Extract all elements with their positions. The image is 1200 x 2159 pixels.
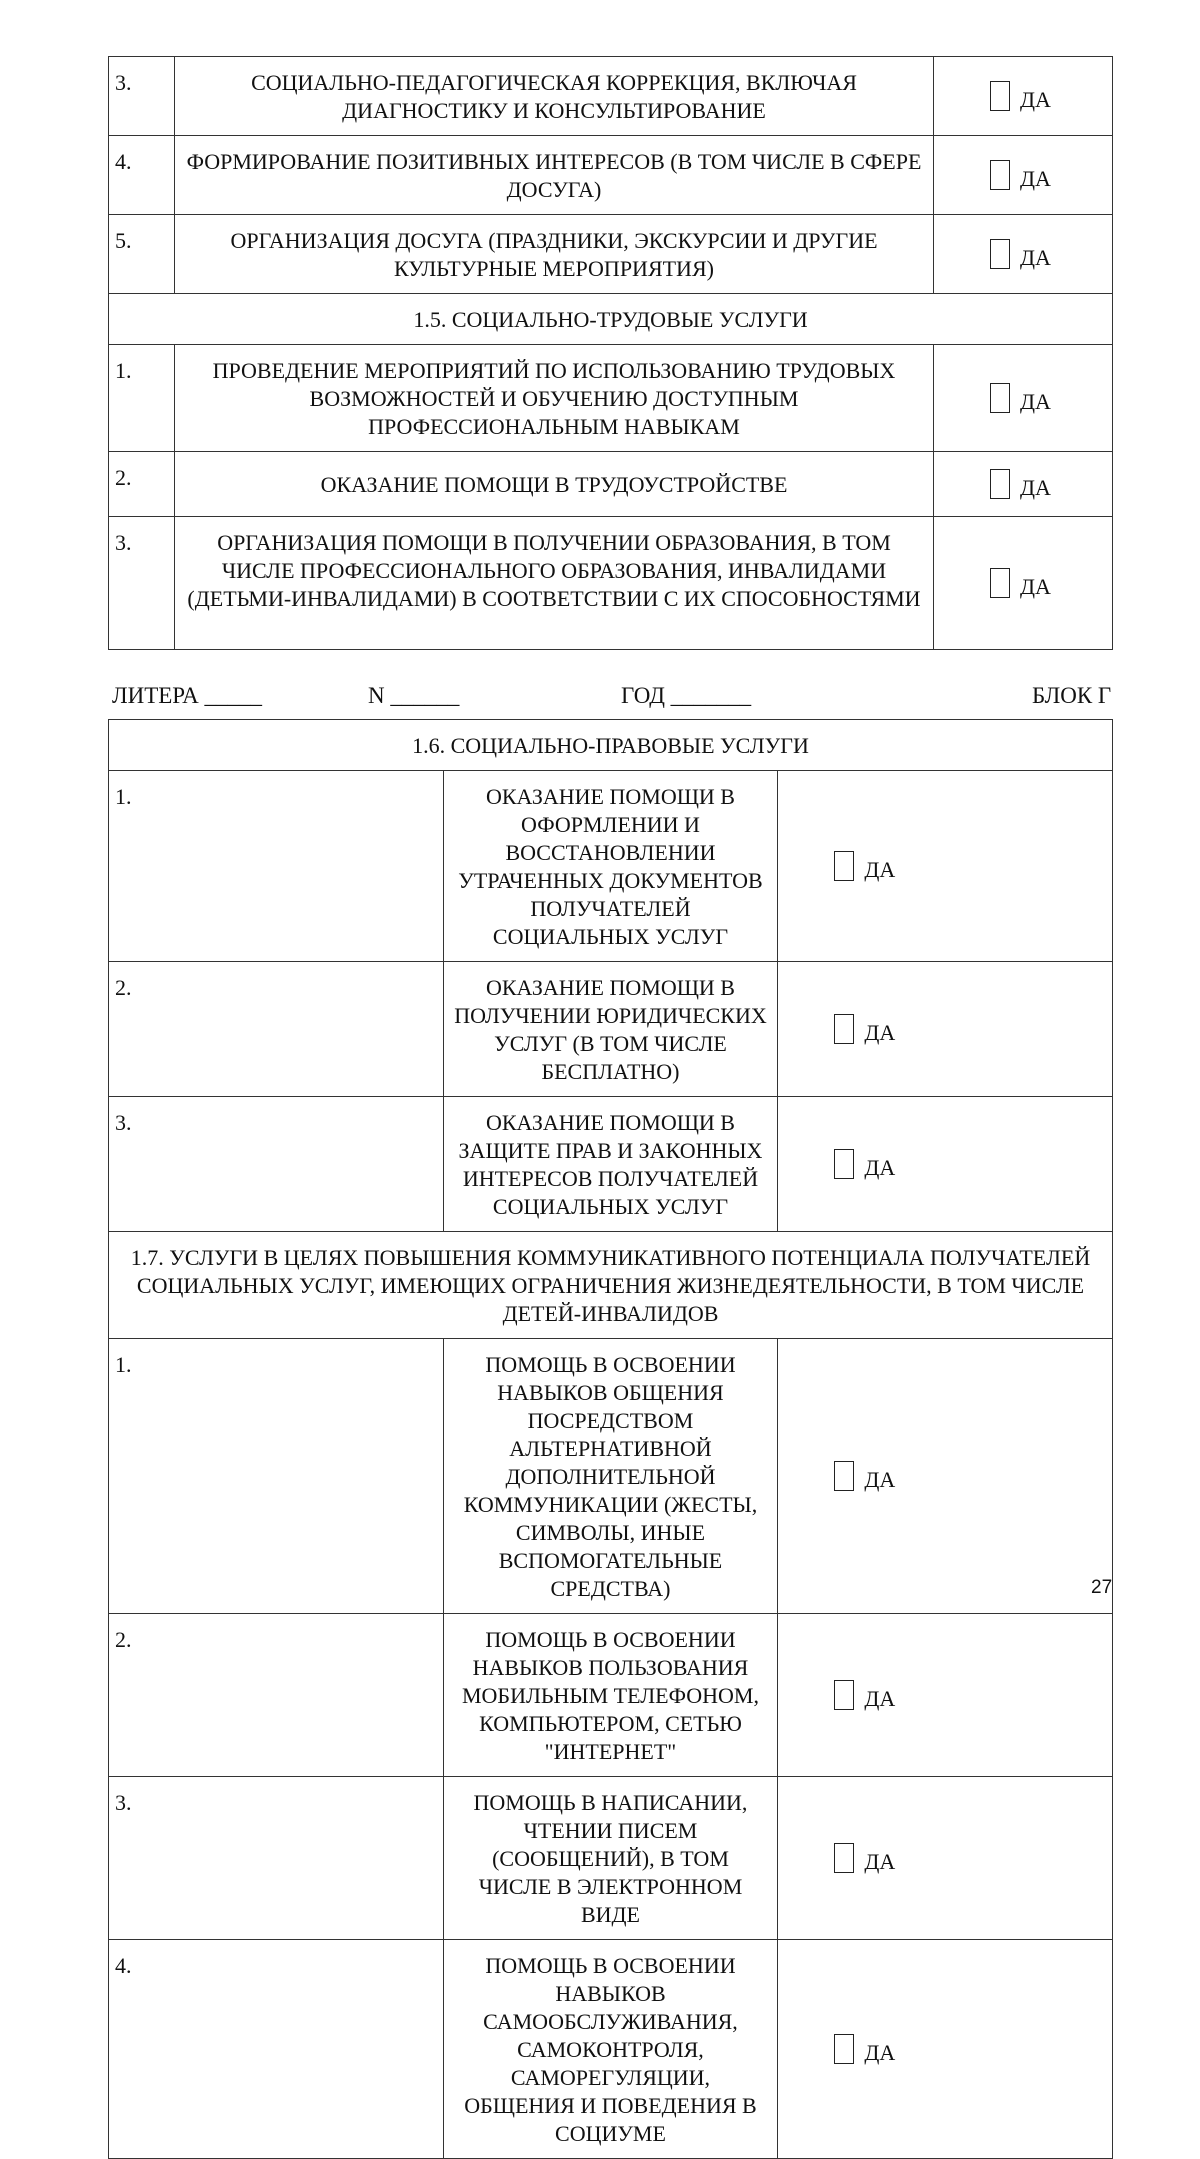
row-number: 2. [109,452,175,517]
service-description: ПОМОЩЬ В ОСВОЕНИИ НАВЫКОВ САМООБСЛУЖИВАНИЯ, САМОКОНТРОЛЯ, САМОРЕГУЛЯЦИИ, ОБЩЕНИЯ И ПОВЕДЕНИЯ В СОЦИУМЕ [443,1940,778,2159]
table-row [109,1777,1113,1940]
table-row [109,1339,1113,1614]
checkbox-label: ДА [864,2040,896,2065]
section-heading: 1.5. СОЦИАЛЬНО-ТРУДОВЫЕ УСЛУГИ [109,294,1113,345]
block-label: БЛОК Г [1032,683,1112,708]
checkbox-label: ДА [1020,166,1051,191]
service-description: ОРГАНИЗАЦИЯ ПОМОЩИ В ПОЛУЧЕНИИ ОБРАЗОВАНИЯ, В ТОМ ЧИСЛЕ ПРОФЕССИОНАЛЬНОГО ОБРАЗОВАНИЯ, ИНВАЛИДАМИ (ДЕТЬМИ-ИНВАЛИДАМИ) В СООТВЕТСТВИИ С ИХ СПОСОБНОСТЯМИ [175,517,934,650]
section-header-row [109,1232,1113,1339]
table-row [109,1097,1113,1232]
row-number: 4. [109,1940,444,2159]
litera-field: ЛИТЕРА _____ [112,683,263,708]
service-description: ОКАЗАНИЕ ПОМОЩИ В ТРУДОУСТРОЙСТВЕ [175,452,934,517]
service-description: ОКАЗАНИЕ ПОМОЩИ В ЗАЩИТЕ ПРАВ И ЗАКОННЫХ ИНТЕРЕСОВ ПОЛУЧАТЕЛЕЙ СОЦИАЛЬНЫХ УСЛУГ [443,1097,778,1232]
table-row [109,136,1113,215]
table-row [109,771,1113,962]
section-header-row [109,720,1113,771]
checkbox-label: ДА [1020,475,1051,500]
table-row [109,1614,1113,1777]
section-header-row [109,294,1113,345]
row-number: 3. [109,1777,444,1940]
checkbox[interactable] [834,1461,854,1491]
service-description: ОКАЗАНИЕ ПОМОЩИ В ПОЛУЧЕНИИ ЮРИДИЧЕСКИХ УСЛУГ (В ТОМ ЧИСЛЕ БЕСПЛАТНО) [443,962,778,1097]
table-row [109,452,1113,517]
table-row [109,517,1113,650]
checkbox[interactable] [834,1843,854,1873]
checkbox[interactable] [990,239,1010,269]
table-row [109,57,1113,136]
row-number: 3. [109,1097,444,1232]
row-number: 4. [109,136,175,215]
checkbox-label: ДА [1020,574,1051,599]
year-field: ГОД _______ [621,683,752,708]
services-table-bottom [108,719,1113,2159]
row-number: 1. [109,771,444,962]
row-number: 2. [109,1614,444,1777]
checkbox[interactable] [990,568,1010,598]
service-description: ПРОВЕДЕНИЕ МЕРОПРИЯТИЙ ПО ИСПОЛЬЗОВАНИЮ ТРУДОВЫХ ВОЗМОЖНОСТЕЙ И ОБУЧЕНИЮ ДОСТУПНЫМ ПРОФЕССИОНАЛЬНЫМ НАВЫКАМ [175,345,934,452]
checkbox[interactable] [834,1014,854,1044]
checkbox[interactable] [990,469,1010,499]
row-number: 3. [109,57,175,136]
row-number: 1. [109,345,175,452]
checkbox[interactable] [990,383,1010,413]
row-number: 3. [109,517,175,650]
service-description: СОЦИАЛЬНО-ПЕДАГОГИЧЕСКАЯ КОРРЕКЦИЯ, ВКЛЮЧАЯ ДИАГНОСТИКУ И КОНСУЛЬТИРОВАНИЕ [175,57,934,136]
service-description: ПОМОЩЬ В ОСВОЕНИИ НАВЫКОВ ОБЩЕНИЯ ПОСРЕДСТВОМ АЛЬТЕРНАТИВНОЙ ДОПОЛНИТЕЛЬНОЙ КОММУНИКАЦИИ (ЖЕСТЫ, СИМВОЛЫ, ИНЫЕ ВСПОМОГАТЕЛЬНЫЕ СРЕДСТВА) [443,1339,778,1614]
checkbox[interactable] [990,81,1010,111]
checkbox-label: ДА [864,1467,896,1492]
checkbox-label: ДА [1020,389,1051,414]
service-description: ОКАЗАНИЕ ПОМОЩИ В ОФОРМЛЕНИИ И ВОССТАНОВЛЕНИИ УТРАЧЕННЫХ ДОКУМЕНТОВ ПОЛУЧАТЕЛЕЙ СОЦИАЛЬНЫХ УСЛУГ [443,771,778,962]
checkbox[interactable] [834,2034,854,2064]
checkbox-label: ДА [1020,87,1051,112]
checkbox[interactable] [834,851,854,881]
number-field: N ______ [368,683,460,708]
service-description: ФОРМИРОВАНИЕ ПОЗИТИВНЫХ ИНТЕРЕСОВ (В ТОМ ЧИСЛЕ В СФЕРЕ ДОСУГА) [175,136,934,215]
checkbox-label: ДА [864,857,896,882]
table-row [109,1940,1113,2159]
services-table-top [108,56,1113,650]
service-description: ПОМОЩЬ В НАПИСАНИИ, ЧТЕНИИ ПИСЕМ (СООБЩЕНИЙ), В ТОМ ЧИСЛЕ В ЭЛЕКТРОННОМ ВИДЕ [443,1777,778,1940]
checkbox[interactable] [834,1149,854,1179]
checkbox[interactable] [834,1680,854,1710]
row-number: 1. [109,1339,444,1614]
row-number: 2. [109,962,444,1097]
service-description: ПОМОЩЬ В ОСВОЕНИИ НАВЫКОВ ПОЛЬЗОВАНИЯ МОБИЛЬНЫМ ТЕЛЕФОНОМ, КОМПЬЮТЕРОМ, СЕТЬЮ "ИНТЕРНЕТ" [443,1614,778,1777]
section-heading: 1.6. СОЦИАЛЬНО-ПРАВОВЫЕ УСЛУГИ [109,720,1113,771]
table-row [109,962,1113,1097]
table-row [109,215,1113,294]
row-number: 5. [109,215,175,294]
checkbox[interactable] [990,160,1010,190]
table-row [109,345,1113,452]
checkbox-label: ДА [864,1020,896,1045]
checkbox-label: ДА [864,1686,896,1711]
section-heading: 1.7. УСЛУГИ В ЦЕЛЯХ ПОВЫШЕНИЯ КОММУНИКАТИВНОГО ПОТЕНЦИАЛА ПОЛУЧАТЕЛЕЙ СОЦИАЛЬНЫХ УСЛУГ, ИМЕЮЩИХ ОГРАНИЧЕНИЯ ЖИЗНЕДЕЯТЕЛЬНОСТИ, В ТОМ ЧИСЛЕ ДЕТЕЙ-ИНВАЛИДОВ [109,1232,1113,1339]
checkbox-label: ДА [864,1155,896,1180]
checkbox-label: ДА [864,1849,896,1874]
checkbox-label: ДА [1020,245,1051,270]
service-description: ОРГАНИЗАЦИЯ ДОСУГА (ПРАЗДНИКИ, ЭКСКУРСИИ И ДРУГИЕ КУЛЬТУРНЫЕ МЕРОПРИЯТИЯ) [175,215,934,294]
page-number: 27 [1091,1577,1113,1598]
